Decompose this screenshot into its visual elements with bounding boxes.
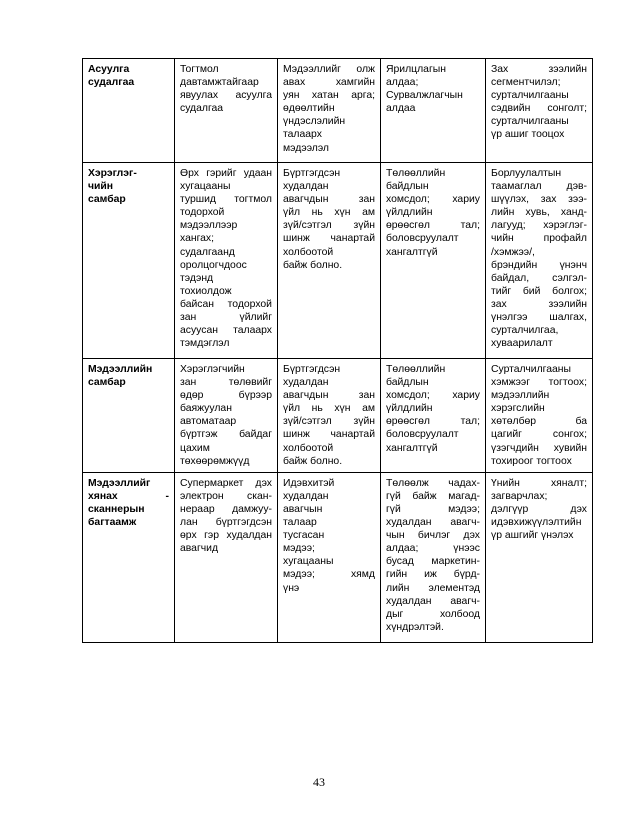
cell-text-line: сурталчилгаа,	[491, 325, 559, 337]
cell-text-line: Ярилцлагын	[386, 64, 446, 75]
cell-text-line: зах зээлийн	[491, 298, 587, 310]
cell-text-line: самбар	[88, 377, 126, 389]
cell-text-line: Сурвалжлагчын	[386, 90, 463, 102]
table-cell-uses	[486, 359, 593, 473]
table-cell-description	[175, 163, 278, 359]
table-cell-description	[175, 359, 278, 473]
cell-text-line: байдлын	[386, 377, 429, 389]
table-row	[83, 59, 593, 163]
cell-text-line: авагчдын зан	[283, 390, 375, 402]
cell-text-line: судалгаа	[180, 103, 224, 115]
cell-text-line: сурталчилгааны	[491, 90, 569, 102]
cell-text-line: мэдээллээр	[180, 220, 238, 232]
table-cell-description	[175, 472, 278, 642]
cell-text-line: Мэдээллийг	[88, 477, 151, 489]
cell-text-line: байж болно.	[283, 259, 343, 271]
cell-text-line: алдаа	[386, 103, 416, 115]
cell-text-line: /хэмжээ/,	[491, 246, 535, 258]
cell-text-line: өдөр бүрээр	[180, 390, 272, 402]
cell-text-line: хүндрэлтэй.	[386, 621, 444, 633]
cell-text-line: судалгаанд	[180, 246, 235, 258]
cell-text-line: лагууд; хэрэглэг-	[491, 220, 587, 232]
cell-text-line: сурталчилгааны	[491, 116, 569, 128]
cell-text-line: авах хамгийн	[283, 77, 375, 89]
cell-text-line: шүүлэх, зах зээ-	[491, 194, 587, 206]
cell-text-line: худалдан авагч-	[386, 517, 480, 529]
table-row	[83, 163, 593, 359]
table-cell-strengths	[278, 59, 381, 163]
table-cell-weaknesses	[381, 163, 486, 359]
cell-text-line: Бүртгэгдсэн	[283, 168, 341, 179]
cell-text-line: туршид тогтмол	[180, 194, 272, 206]
cell-text-line: зан үйлийг	[180, 312, 272, 324]
cell-text-line: өдөөлтийн	[283, 103, 335, 115]
cell-text-line: Төлөөлж чадах-	[386, 477, 480, 489]
table-cell-method	[83, 59, 175, 163]
cell-text-line: хангалтгүй	[386, 442, 438, 454]
cell-text-line: гүй байж магад-	[386, 490, 480, 502]
cell-text-line: Бүртгэгдсэн	[283, 364, 341, 375]
cell-text-line: тохиолдож	[180, 285, 232, 297]
cell-text-line: дэлгүүр дэх	[491, 503, 587, 515]
cell-text-line: Супермаркет дэх	[180, 477, 272, 489]
cell-text-line: байдал, сэлгэл-	[491, 272, 587, 284]
cell-text-line: үйл нь хүн ам	[283, 403, 375, 415]
cell-text-line: зүй/сэтгэл зүйн	[283, 220, 375, 232]
cell-text-line: тусгасан	[283, 530, 325, 542]
cell-text-line: лийн элементэд	[386, 582, 480, 594]
table-cell-strengths	[278, 472, 381, 642]
table-cell-uses	[486, 59, 593, 163]
cell-text-line: асуусан талаарх	[180, 325, 272, 337]
table-cell-method	[83, 472, 175, 642]
cell-text-line: брэндийн үнэнч	[491, 259, 587, 271]
cell-text-line: багтаамж	[88, 517, 137, 529]
cell-text-line: алдаа; үнээс	[386, 543, 480, 555]
cell-text-line: үзэгчдийн хувийн	[491, 442, 587, 454]
cell-text-line: сегментчилэл;	[491, 77, 561, 89]
cell-text-line: автоматаар	[180, 416, 237, 428]
cell-text-line: мэдээ;	[283, 543, 315, 555]
cell-text-line: тодорхой	[180, 207, 225, 219]
cell-text-line: сэдвийн сонголт;	[491, 103, 587, 115]
table-cell-weaknesses	[381, 472, 486, 642]
cell-text-line: хангалтгүй	[386, 246, 438, 258]
cell-text-line: үнэ	[283, 582, 300, 594]
cell-text-line: Өрх гэрийг удаан	[180, 168, 272, 179]
cell-text-line: Хэрэглэгчийн	[180, 364, 245, 375]
cell-text-line: хомсдол; хариу	[386, 390, 480, 402]
cell-text-line: үйлдлийн	[386, 403, 433, 415]
cell-text-line: Мэдээллийг олж	[283, 64, 375, 75]
cell-text-line: явуулах асуулга	[180, 90, 272, 102]
cell-text-line: Зах зээлийн	[491, 64, 587, 75]
cell-text-line: шинж чанартай	[283, 429, 375, 441]
cell-text-line: мэдээ; хямд	[283, 569, 375, 581]
cell-text-line: үнэлгээ шалгах,	[491, 312, 587, 324]
cell-text-line: Хэрэглэг-	[88, 168, 137, 179]
cell-text-line: үйлдлийн	[386, 207, 433, 219]
page-number: 43	[313, 775, 325, 789]
cell-text-line: хангах;	[180, 233, 215, 245]
cell-text-line: загварчлах;	[491, 490, 548, 502]
table-cell-method	[83, 359, 175, 473]
cell-text-line: тэмдэглэл	[180, 338, 230, 350]
table-cell-description	[175, 59, 278, 163]
table-cell-strengths	[278, 163, 381, 359]
table-cell-weaknesses	[381, 59, 486, 163]
cell-text-line: бусад маркетин-	[386, 556, 480, 568]
cell-text-line: тэдэнд	[180, 272, 214, 284]
cell-text-line: хугацааны	[283, 556, 334, 568]
cell-text-line: Борлуулалтын	[491, 168, 562, 179]
cell-text-line: боловсруулалт	[386, 233, 459, 245]
table-row	[83, 359, 593, 473]
cell-text-line: зүй/сэтгэл зүйн	[283, 416, 375, 428]
cell-text-line: хугацааны	[180, 181, 231, 193]
table-cell-uses	[486, 163, 593, 359]
cell-text-line: боловсруулалт	[386, 429, 459, 441]
cell-text-line: тохироог тогтоох	[491, 455, 572, 467]
cell-text-line: Сурталчилгааны	[491, 364, 571, 375]
cell-text-line: худалдан	[283, 490, 329, 502]
cell-text-line: гүй мэдээ;	[386, 503, 480, 515]
cell-text-line: чийн	[88, 181, 114, 193]
cell-text-line: хуваарилалт	[491, 338, 553, 350]
cell-text-line: авагчын	[283, 503, 323, 515]
cell-text-line: үйл нь хүн ам	[283, 207, 375, 219]
table-cell-uses	[486, 472, 593, 642]
cell-text-line: хэмжээг тогтоох;	[491, 377, 587, 389]
cell-text-line: Төлөөллийн	[386, 168, 446, 179]
cell-text-line: тийг бий болгох;	[491, 285, 587, 297]
cell-text-line: мэдээллийн	[491, 390, 550, 402]
cell-text-line: самбар	[88, 194, 126, 206]
cell-text-line: худалдан	[283, 377, 329, 389]
cell-text-line: үр ашгийг үнэлэх	[491, 530, 574, 542]
cell-text-line: авагчдын зан	[283, 194, 375, 206]
cell-text-line: өрх гэр худалдан	[180, 530, 272, 542]
cell-text-line: хөтөлбөр ба	[491, 416, 587, 428]
cell-text-line: лан бүртгэгдсэн	[180, 517, 272, 529]
cell-text-line: баяжуулан	[180, 403, 232, 415]
cell-text-line: бүртгэж байдаг	[180, 429, 272, 441]
cell-text-line: сканнерын	[88, 503, 145, 515]
cell-text-line: холбоотой	[283, 246, 334, 258]
cell-text-line: судалгаа	[88, 77, 135, 89]
cell-text-line: хомсдол; хариу	[386, 194, 480, 206]
cell-text-line: хэрэгслийн	[491, 403, 545, 415]
cell-text-line: лийн хувь, ханд-	[491, 207, 587, 219]
cell-text-line: чын бичлэг дэх	[386, 530, 480, 542]
cell-text-line: холбоотой	[283, 442, 334, 454]
cell-text-line: оролцогчдоос	[180, 259, 247, 271]
cell-text-line: өрөөсгөл тал;	[386, 220, 480, 232]
cell-text-line: худалдан	[283, 181, 329, 193]
table-body	[83, 59, 593, 643]
cell-text-line: Төлөөллийн	[386, 364, 446, 375]
cell-text-line: талаар	[283, 517, 317, 529]
table-cell-weaknesses	[381, 359, 486, 473]
cell-text-line: цагийг сонгох;	[491, 429, 587, 441]
cell-text-line: гийн иж бүрд-	[386, 569, 480, 581]
table-cell-strengths	[278, 359, 381, 473]
cell-text-line: алдаа;	[386, 77, 419, 89]
cell-text-line: Тогтмол	[180, 64, 219, 75]
cell-text-line: байдлын	[386, 181, 429, 193]
cell-text-line: талаарх	[283, 129, 322, 141]
cell-text-line: уян хатан арга;	[283, 90, 375, 102]
cell-text-line: Мэдээллийн	[88, 364, 153, 375]
cell-text-line: зан төлөвийг	[180, 377, 272, 389]
cell-text-line: байж болно.	[283, 455, 343, 467]
cell-text-line: таамаглал дэв-	[491, 181, 587, 193]
cell-text-line: идэвхижүүлэлтийн	[491, 517, 582, 529]
cell-text-line: цахим	[180, 442, 210, 454]
cell-text-line: авагчид	[180, 543, 219, 555]
cell-text-line: электрон скан-	[180, 490, 272, 502]
cell-text-line: чийн профайл	[491, 233, 587, 245]
table-row	[83, 472, 593, 642]
comparison-table	[82, 58, 593, 643]
cell-text-line: шинж чанартай	[283, 233, 375, 245]
cell-text-line: Үнийн хяналт;	[491, 477, 587, 489]
cell-text-line: Идэвхитэй	[283, 477, 335, 489]
table-cell-method	[83, 163, 175, 359]
cell-text-line: үндэслэлийн	[283, 116, 346, 128]
cell-text-line: байсан тодорхой	[180, 298, 272, 310]
cell-text-line: давтамжтайгаар	[180, 77, 259, 89]
cell-text-line: дыг холбоод	[386, 608, 480, 620]
cell-text-line: худалдан авагч-	[386, 595, 480, 607]
cell-text-line: Асуулга	[88, 64, 130, 75]
cell-text-line: өрөөсгөл тал;	[386, 416, 480, 428]
cell-text-line: төхөөрөмжүүд	[180, 455, 250, 467]
cell-text-line: үр ашиг тооцох	[491, 129, 565, 141]
cell-text-line: нераар дамжуу-	[180, 503, 272, 515]
cell-text-line: хянах -	[88, 490, 169, 502]
cell-text-line: мэдээлэл	[283, 142, 329, 154]
